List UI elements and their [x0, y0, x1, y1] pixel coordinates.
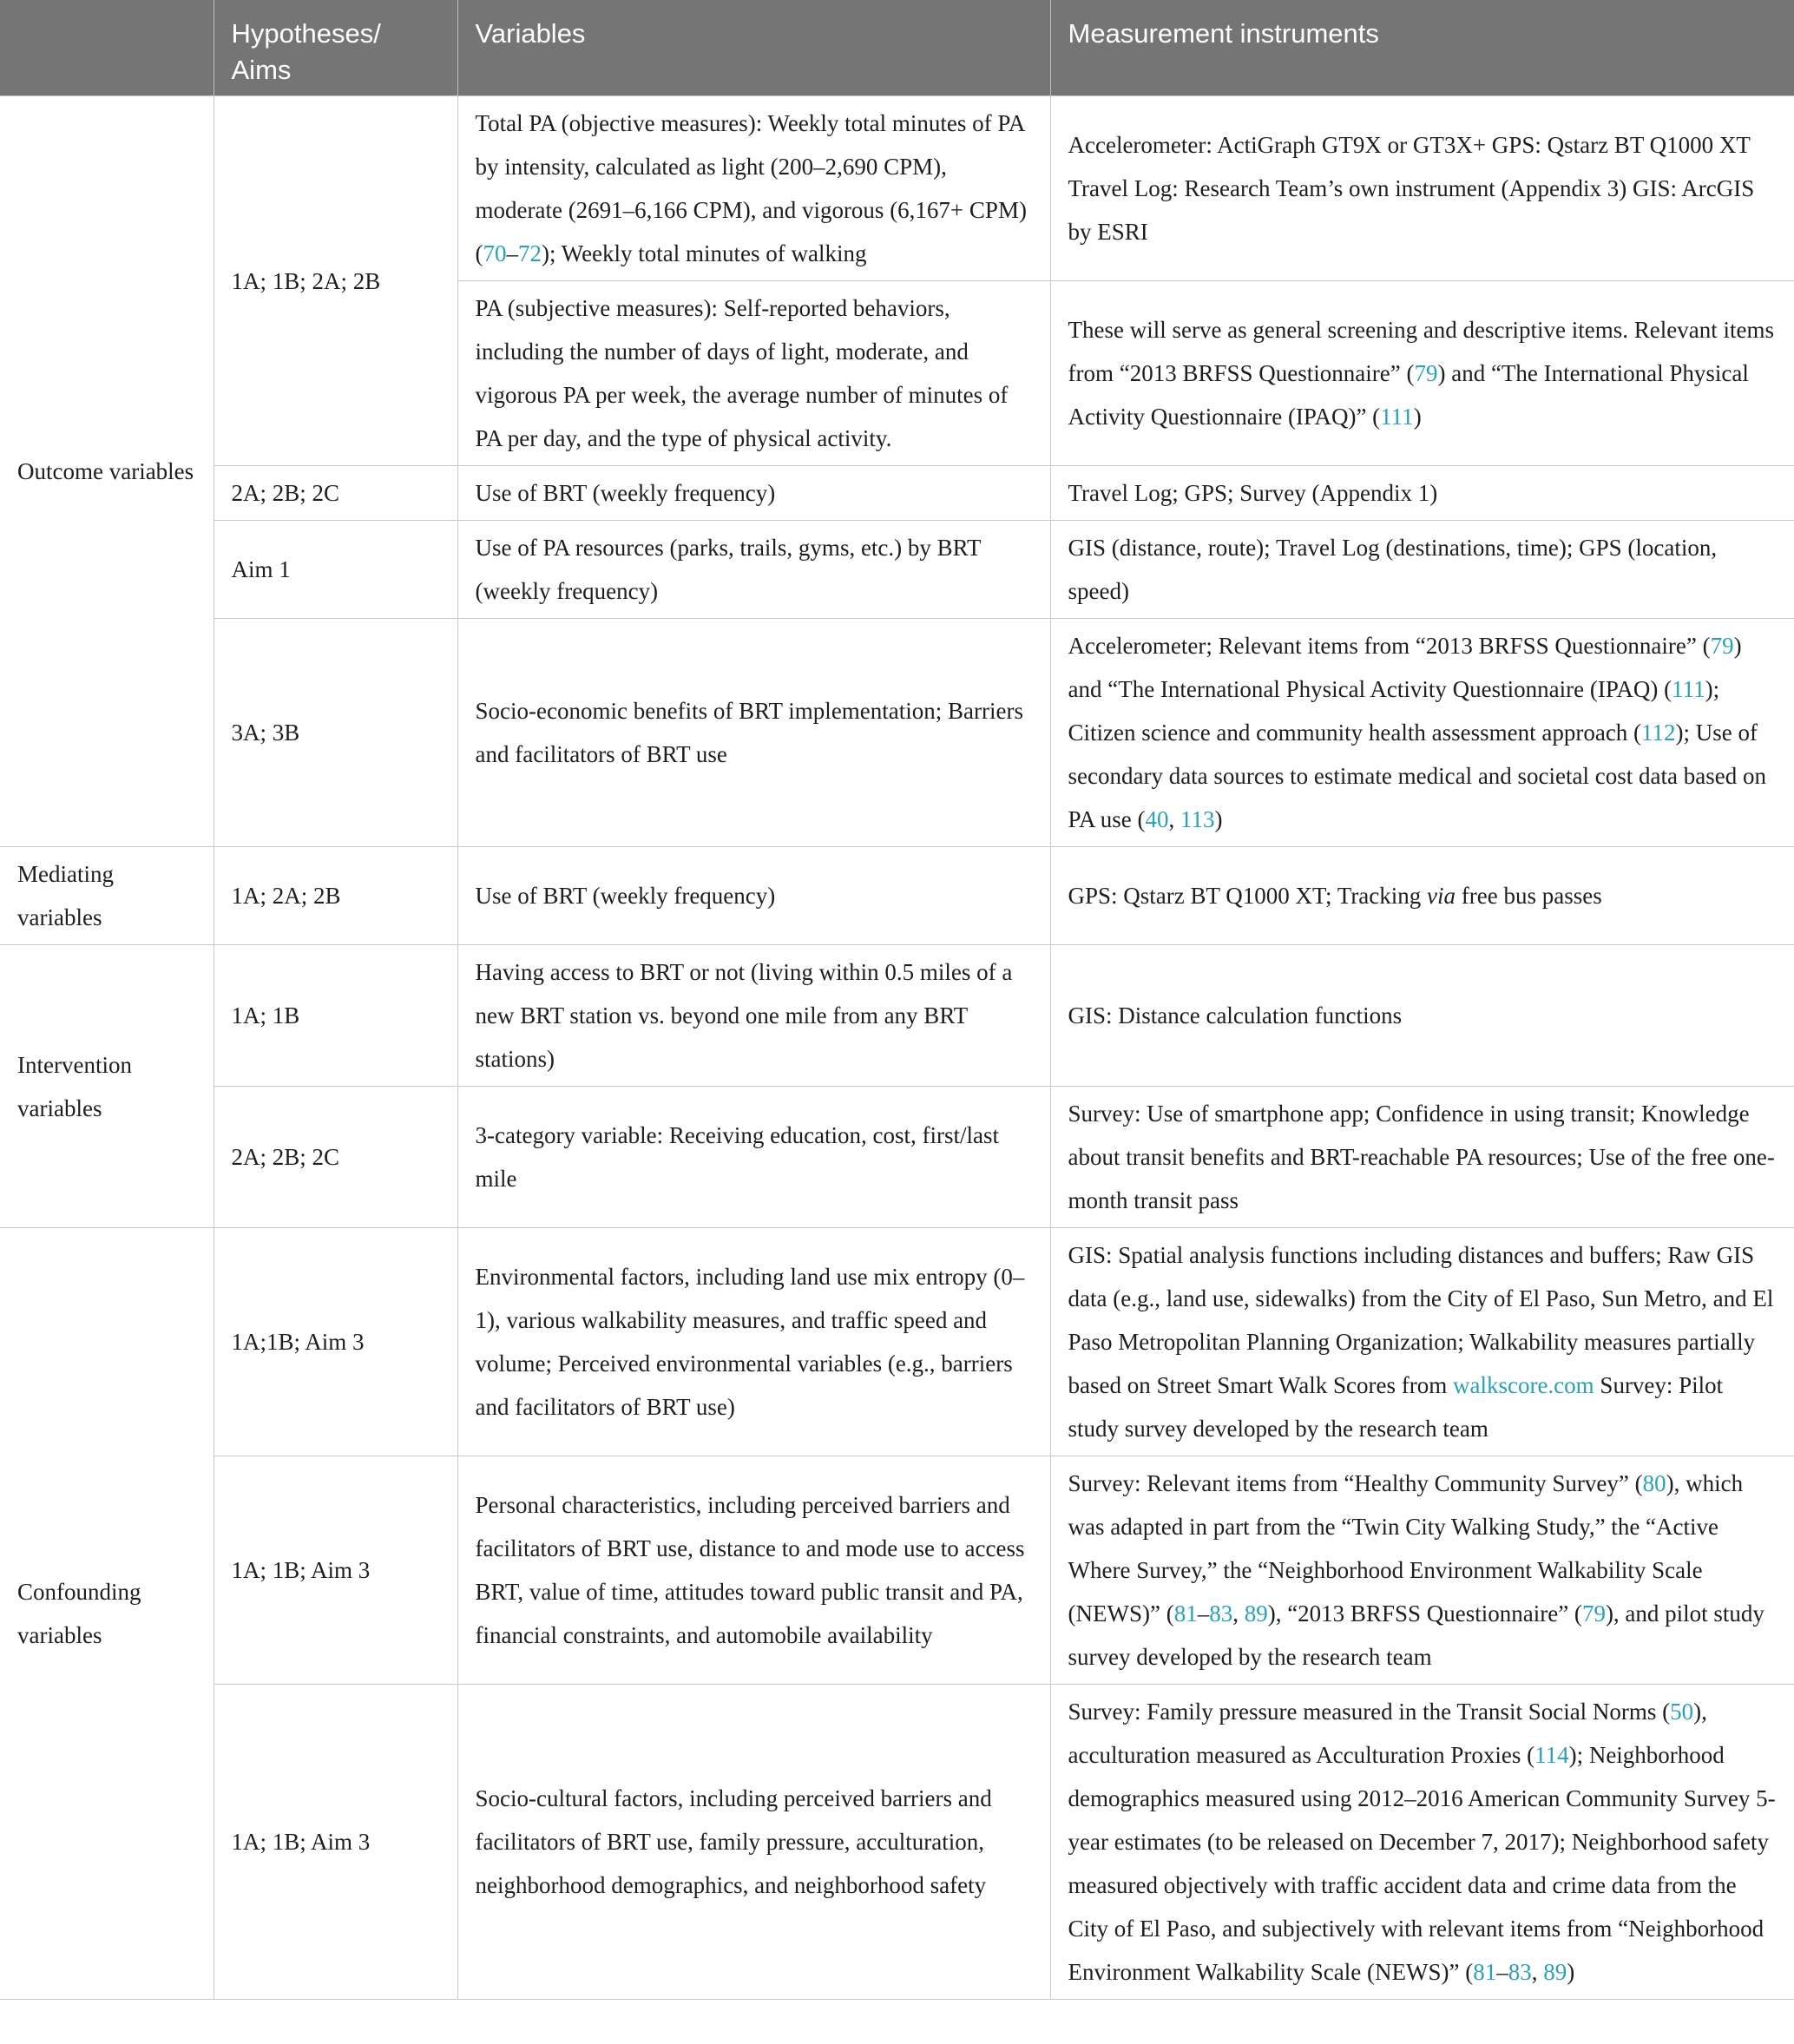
group-label-confounding: Confounding variables [0, 1228, 214, 2000]
measurement-cell: Survey: Use of smartphone app; Confidence in using transit; Knowledge about transit benefits and BRT-reachable PA resources; Use of the free one-month transit pass [1050, 1087, 1794, 1228]
table-row [0, 1228, 1794, 1456]
variable-cell: PA (subjective measures): Self-reported behaviors, including the number of days of light, moderate, and vigorous PA per week, the average number of minutes of PA per day, and the type of physical activity. [457, 281, 1050, 466]
group-label-mediating: Mediating variables [0, 847, 214, 945]
measurement-text: , [1531, 1959, 1544, 1985]
table-row [0, 1456, 1794, 1685]
reference-link[interactable]: 80 [1642, 1470, 1666, 1496]
header-measurement: Measurement instruments [1050, 0, 1794, 96]
measurement-text: ); Citizen science and community health assessment approach ( [1068, 676, 1720, 746]
reference-link[interactable]: 89 [1543, 1959, 1567, 1985]
measurement-text: ), which was adapted in part from the “Twin City Walking Study,” the “Active Where Survey,” the “Neighborhood Environment Walkability Scale (NEWS)” ( [1068, 1470, 1744, 1627]
reference-link[interactable]: 79 [1414, 360, 1438, 386]
measurement-text: – [1496, 1959, 1508, 1985]
table-row [0, 466, 1794, 521]
measurement-text: These will serve as general screening and descriptive items. Relevant items from “2013 BRFSS Questionnaire” ( [1068, 317, 1774, 386]
reference-link[interactable]: 79 [1581, 1600, 1606, 1627]
measurement-text: ) [1413, 404, 1422, 430]
reference-link[interactable]: 83 [1209, 1600, 1233, 1627]
reference-link[interactable]: 70 [483, 240, 507, 266]
reference-link[interactable]: 111 [1380, 404, 1414, 430]
header-blank [0, 0, 214, 96]
hypothesis-cell: 1A; 2A; 2B [214, 847, 457, 945]
measurement-text: ) and “The International Physical Activity Questionnaire (IPAQ) ( [1068, 633, 1742, 702]
reference-link[interactable]: 40 [1145, 806, 1169, 832]
measurement-cell: Accelerometer: ActiGraph GT9X or GT3X+ GPS: Qstarz BT Q1000 XT Travel Log: Research Team’s own instrument (Appendix 3) GIS: ArcGIS by ESRI [1050, 96, 1794, 281]
measurement-text: Survey: Pilot study survey developed by the research team [1068, 1372, 1724, 1442]
reference-link[interactable]: 79 [1710, 633, 1734, 659]
reference-link[interactable]: 111 [1672, 676, 1705, 702]
reference-link[interactable]: 81 [1473, 1959, 1497, 1985]
reference-link[interactable]: 112 [1641, 720, 1676, 746]
reference-link[interactable]: 50 [1670, 1699, 1694, 1725]
variable-text: Total PA (objective measures): Weekly total minutes of PA by intensity, calculated as light (200–2,690 CPM), moderate (2691–6,166 CPM), and vigorous (6,167+ CPM) ( [475, 110, 1027, 266]
table-row [0, 619, 1794, 847]
reference-link[interactable]: 113 [1180, 806, 1215, 832]
table-row [0, 945, 1794, 1087]
measurement-cell [1050, 1685, 1794, 2000]
measurement-cell: Travel Log; GPS; Survey (Appendix 1) [1050, 466, 1794, 521]
table-row [0, 1087, 1794, 1228]
measurement-text: , [1168, 806, 1181, 832]
table-row [0, 96, 1794, 281]
measurement-text: ); Use of secondary data sources to estimate medical and societal cost data based on PA use ( [1068, 720, 1766, 832]
header-row [0, 0, 1794, 96]
measurement-cell [1050, 1456, 1794, 1685]
measurement-cell [1050, 847, 1794, 945]
hypothesis-cell: 1A; 1B; Aim 3 [214, 1685, 457, 2000]
table-row [0, 847, 1794, 945]
reference-link[interactable]: 89 [1244, 1600, 1268, 1627]
measurement-text-italic: via [1427, 883, 1456, 909]
measurement-text: , [1232, 1600, 1245, 1627]
reference-link[interactable]: 83 [1508, 1959, 1532, 1985]
variable-cell: Having access to BRT or not (living within 0.5 miles of a new BRT station vs. beyond one mile from any BRT stations) [457, 945, 1050, 1087]
hypothesis-cell: 1A;1B; Aim 3 [214, 1228, 457, 1456]
hypothesis-cell: Aim 1 [214, 521, 457, 619]
hypothesis-cell: 1A; 1B [214, 945, 457, 1087]
header-variables: Variables [457, 0, 1050, 96]
variable-cell: Socio-cultural factors, including perceived barriers and facilitators of BRT use, family pressure, acculturation, neighborhood demographics, and neighborhood safety [457, 1685, 1050, 2000]
hypothesis-cell: 2A; 2B; 2C [214, 1087, 457, 1228]
variable-cell: 3-category variable: Receiving education, cost, first/last mile [457, 1087, 1050, 1228]
measurement-text: ) [1567, 1959, 1575, 1985]
measurement-text: ) and “The International Physical Activity Questionnaire (IPAQ)” ( [1068, 360, 1749, 430]
measurement-text: ), “2013 BRFSS Questionnaire” ( [1267, 1600, 1582, 1627]
reference-link[interactable]: 114 [1534, 1742, 1569, 1768]
measurement-text: GIS: Spatial analysis functions including distances and buffers; Raw GIS data (e.g., land use, sidewalks) from the City of El Paso, Sun Metro, and El Paso Metropolitan Planning Organization; Walkability measures partially based on Street Smart Walk Scores from [1068, 1242, 1774, 1398]
reference-link[interactable]: 72 [518, 240, 542, 266]
variable-cell: Use of PA resources (parks, trails, gyms, etc.) by BRT (weekly frequency) [457, 521, 1050, 619]
measurement-text: Accelerometer; Relevant items from “2013 BRFSS Questionnaire” ( [1068, 633, 1711, 659]
measurement-cell [1050, 619, 1794, 847]
measurement-cell [1050, 281, 1794, 466]
measurement-text: ), acculturation measured as Acculturation Proxies ( [1068, 1699, 1707, 1768]
measurement-text: GPS: Qstarz BT Q1000 XT; Tracking [1068, 883, 1428, 909]
measurement-text: ), and pilot study survey developed by the research team [1068, 1600, 1764, 1670]
group-label-intervention: Intervention variables [0, 945, 214, 1228]
variable-cell: Use of BRT (weekly frequency) [457, 847, 1050, 945]
measurement-cell: GIS (distance, route); Travel Log (destinations, time); GPS (location, speed) [1050, 521, 1794, 619]
measurement-text: Survey: Relevant items from “Healthy Community Survey” ( [1068, 1470, 1643, 1496]
hypothesis-cell: 2A; 2B; 2C [214, 466, 457, 521]
hypothesis-cell: 1A; 1B; 2A; 2B [214, 96, 457, 466]
variable-cell: Personal characteristics, including perceived barriers and facilitators of BRT use, distance to and mode use to access BRT, value of time, attitudes toward public transit and PA, financial constraints, and automobile availability [457, 1456, 1050, 1685]
measurement-cell: GIS: Distance calculation functions [1050, 945, 1794, 1087]
table-row [0, 1685, 1794, 2000]
measurement-text: Survey: Family pressure measured in the Transit Social Norms ( [1068, 1699, 1671, 1725]
hypothesis-cell: 1A; 1B; Aim 3 [214, 1456, 457, 1685]
measurement-cell [1050, 1228, 1794, 1456]
measurement-text: – [1197, 1600, 1210, 1627]
hypothesis-cell: 3A; 3B [214, 619, 457, 847]
measurement-text: free bus passes [1456, 883, 1602, 909]
variable-text: – [506, 240, 518, 266]
table-row [0, 521, 1794, 619]
variable-cell [457, 96, 1050, 281]
measurement-text: ) [1214, 806, 1223, 832]
variable-cell: Socio-economic benefits of BRT implementation; Barriers and facilitators of BRT use [457, 619, 1050, 847]
variable-cell: Environmental factors, including land use mix entropy (0–1), various walkability measures, and traffic speed and volume; Perceived environmental variables (e.g., barriers and facilitators of BRT use) [457, 1228, 1050, 1456]
variable-text: ); Weekly total minutes of walking [542, 240, 867, 266]
variable-cell: Use of BRT (weekly frequency) [457, 466, 1050, 521]
measurement-text: ); Neighborhood demographics measured using 2012–2016 American Community Survey 5-year estimates (to be released on December 7, 2017); Neighborhood safety measured objectively with traffic accident data and crime data from the City of El Paso, and subjectively with relevant items from “Neighborhood Environment Walkability Scale (NEWS)” ( [1068, 1742, 1776, 1985]
reference-link[interactable]: 81 [1173, 1600, 1198, 1627]
walkscore-link[interactable]: walkscore.com [1452, 1372, 1594, 1398]
group-label-outcome: Outcome variables [0, 96, 214, 847]
header-hypotheses: Hypotheses/ Aims [214, 0, 457, 96]
